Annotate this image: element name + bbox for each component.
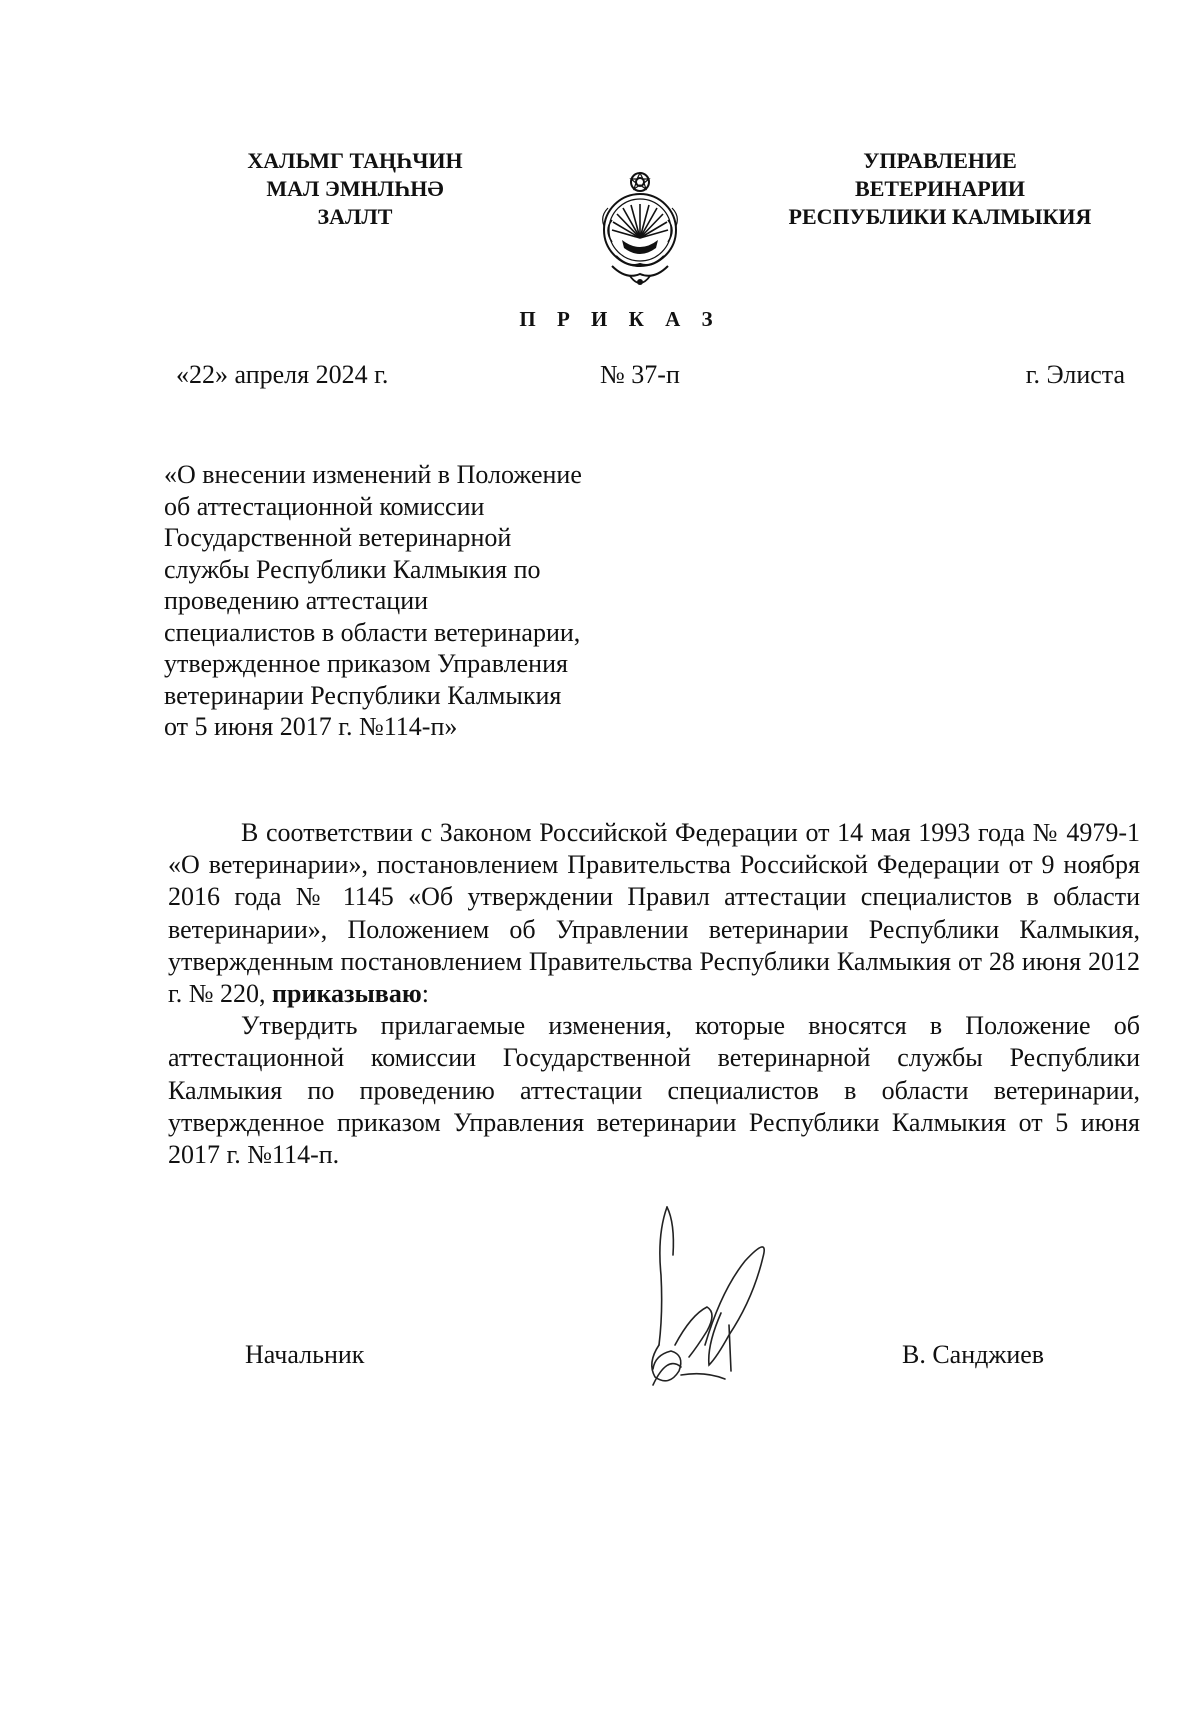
body-paragraph	[168, 817, 1140, 1010]
subject-line: Государственной ветеринарной	[164, 523, 512, 552]
header-left-line: ЗАЛЛТ	[317, 204, 393, 229]
order-text: Утвердить прилагаемые изменения, которые вносятся в Положение об аттестационной комиссии Государственной ветеринарной службы Республики Калмыкия по проведению аттестации специалистов в области ветеринарии, утвержденное приказом Управления ветеринарии Республики Калмыкия от 5 июня 2017 г. №114-п.	[168, 1011, 1140, 1170]
order-word: приказываю	[272, 979, 422, 1009]
document-subject	[164, 459, 684, 743]
header-kalmyk	[225, 147, 485, 231]
subject-line: «О внесении изменений в Положение	[164, 460, 582, 489]
signatory-name: В. Санджиев	[902, 1340, 1045, 1369]
order-colon: :	[421, 979, 429, 1009]
subject-line: службы Республики Калмыкия по	[164, 554, 541, 584]
header-right-line: РЕСПУБЛИКИ КАЛМЫКИЯ	[788, 204, 1092, 229]
subject-line: от 5 июня 2017 г. №114-п»	[164, 712, 458, 741]
signatory-title: Начальник	[245, 1340, 365, 1369]
document-city: г. Элиста	[1025, 360, 1125, 389]
subject-line: об аттестационной комиссии	[164, 491, 485, 521]
document-body	[168, 817, 1140, 1171]
subject-line: проведению аттестации	[164, 586, 429, 615]
header-right-line: ВЕТЕРИНАРИИ	[855, 176, 1025, 201]
kalmykia-emblem-icon	[590, 168, 690, 293]
body-paragraph	[168, 1010, 1140, 1171]
document-type: П Р И К А З	[519, 307, 721, 331]
header-left-line: МАЛ ЭМНЛҺНӘ	[266, 176, 444, 201]
document-date: «22» апреля 2024 г.	[176, 360, 389, 389]
document-number: № 37-п	[600, 360, 680, 389]
subject-line: ветеринарии Республики Калмыкия	[164, 680, 562, 710]
header-russian	[760, 147, 1120, 231]
preamble-text: В соответствии с Законом Российской Федерации от 14 мая 1993 года № 4979-1 «О ветеринарии», постановлением Правительства Российской Федерации от 9 ноября 2016 года № 1145 «Об утверждении Правил аттестации специалистов в области ветеринарии», Положением об Управлении ветеринарии Республики Калмыкия, утвержденным постановлением Правительства Республики Калмыкия от 28 июня 2012 г. № 220,	[168, 818, 1140, 1009]
subject-line: утвержденное приказом Управления	[164, 649, 568, 678]
header-left-line: ХАЛЬМГ ТАҢҺЧИН	[247, 148, 463, 173]
header-right-line: УПРАВЛЕНИЕ	[863, 148, 1017, 173]
handwritten-signature-icon	[645, 1195, 780, 1395]
subject-line: специалистов в области ветеринарии,	[164, 617, 581, 647]
